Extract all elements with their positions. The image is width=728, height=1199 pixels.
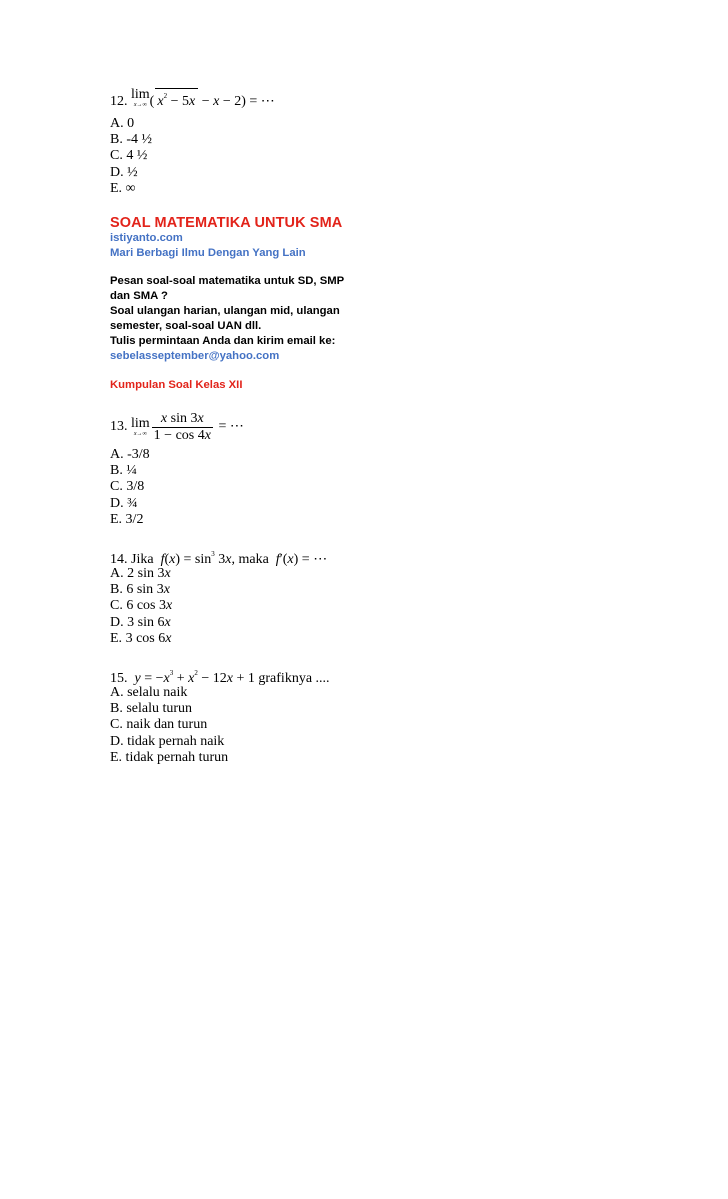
question-15-number: 15. (110, 671, 128, 687)
limit-operator: lim x→∞ (131, 416, 150, 438)
limit-operator: lim x→∞ (131, 87, 150, 108)
square-root: $x^2 - 5x$ (155, 88, 198, 109)
option: C. naik dan turun (110, 717, 208, 733)
option: E. ∞ (110, 180, 136, 196)
option: A. selalu naik (110, 685, 188, 701)
question-14-stem: 14. Jika $f(x) = \sin^3 3x$, maka f′(x) = ⋯ (110, 550, 328, 568)
fraction: $\frac{\text{x sin 3x}}{1 - \cos 4x}$ (153, 410, 211, 443)
question-15-suffix: grafiknya .... (258, 671, 330, 687)
ad-site-link[interactable]: istiyanto.com (110, 232, 183, 245)
question-12 (110, 80, 670, 116)
option: D. ½ (110, 164, 138, 180)
question-14-maka: maka (238, 552, 269, 568)
option: E. tidak pernah turun (110, 749, 229, 765)
question-12-number: 12. (110, 94, 128, 109)
ad-block (110, 215, 670, 393)
ad-body-line: semester, soal-soal UAN dll. (110, 320, 262, 333)
question-13-number: 13. (110, 419, 128, 435)
ad-body-line: dan SMA ? (110, 290, 168, 303)
option: B. ¼ (110, 463, 137, 479)
ad-email-link[interactable]: sebelasseptember@yahoo.com (110, 350, 280, 363)
question-14-number: 14. Jika (110, 552, 154, 568)
question-15-options (110, 685, 670, 766)
option: D. tidak pernah naik (110, 733, 225, 749)
option: B. -4 ½ (110, 132, 152, 148)
document-page (110, 80, 670, 766)
ad-body-line: Soal ulangan harian, ulangan mid, ulangan (110, 305, 340, 318)
option: C. 3/8 (110, 479, 145, 495)
option: D. ¾ (110, 495, 138, 511)
option: C. 6 cos 3x (110, 598, 173, 614)
option: A. -3/8 (110, 447, 150, 463)
option: B. 6 sin 3x (110, 582, 170, 598)
ad-body-line: Tulis permintaan Anda dan kirim email ke: (110, 335, 336, 348)
option: E. 3/2 (110, 511, 144, 527)
question-12-options (110, 116, 670, 197)
question-15-stem: 15. $y = -x^3 + x^2 - 12x + 1$ grafiknya .... (110, 669, 330, 687)
ad-tagline: Mari Berbagi Ilmu Dengan Yang Lain (110, 247, 306, 260)
option: A. 0 (110, 116, 135, 131)
question-13 (110, 407, 670, 528)
question-15 (110, 665, 670, 766)
option: E. 3 cos 6x (110, 630, 172, 646)
option: B. selalu turun (110, 701, 193, 717)
option: D. 3 sin 6x (110, 614, 171, 630)
question-13-stem: 13. lim x→∞ $\frac{\text{x sin 3x}}{1 - \cos 4x}$ = ⋯ (110, 410, 244, 443)
ad-body-line: Pesan soal-soal matematika untuk SD, SMP (110, 275, 345, 288)
question-14 (110, 546, 670, 647)
option: C. 4 ½ (110, 148, 148, 164)
question-13-options (110, 447, 670, 528)
question-14-options (110, 566, 670, 647)
ad-collection-link[interactable]: Kumpulan Soal Kelas XII (110, 379, 243, 392)
option: A. 2 sin 3x (110, 566, 171, 582)
ad-title: SOAL MATEMATIKA UNTUK SMA (110, 215, 343, 232)
question-12-stem: 12. lim x→∞ ( $x^2 - 5x - x - 2$) = ⋯ (110, 87, 275, 109)
